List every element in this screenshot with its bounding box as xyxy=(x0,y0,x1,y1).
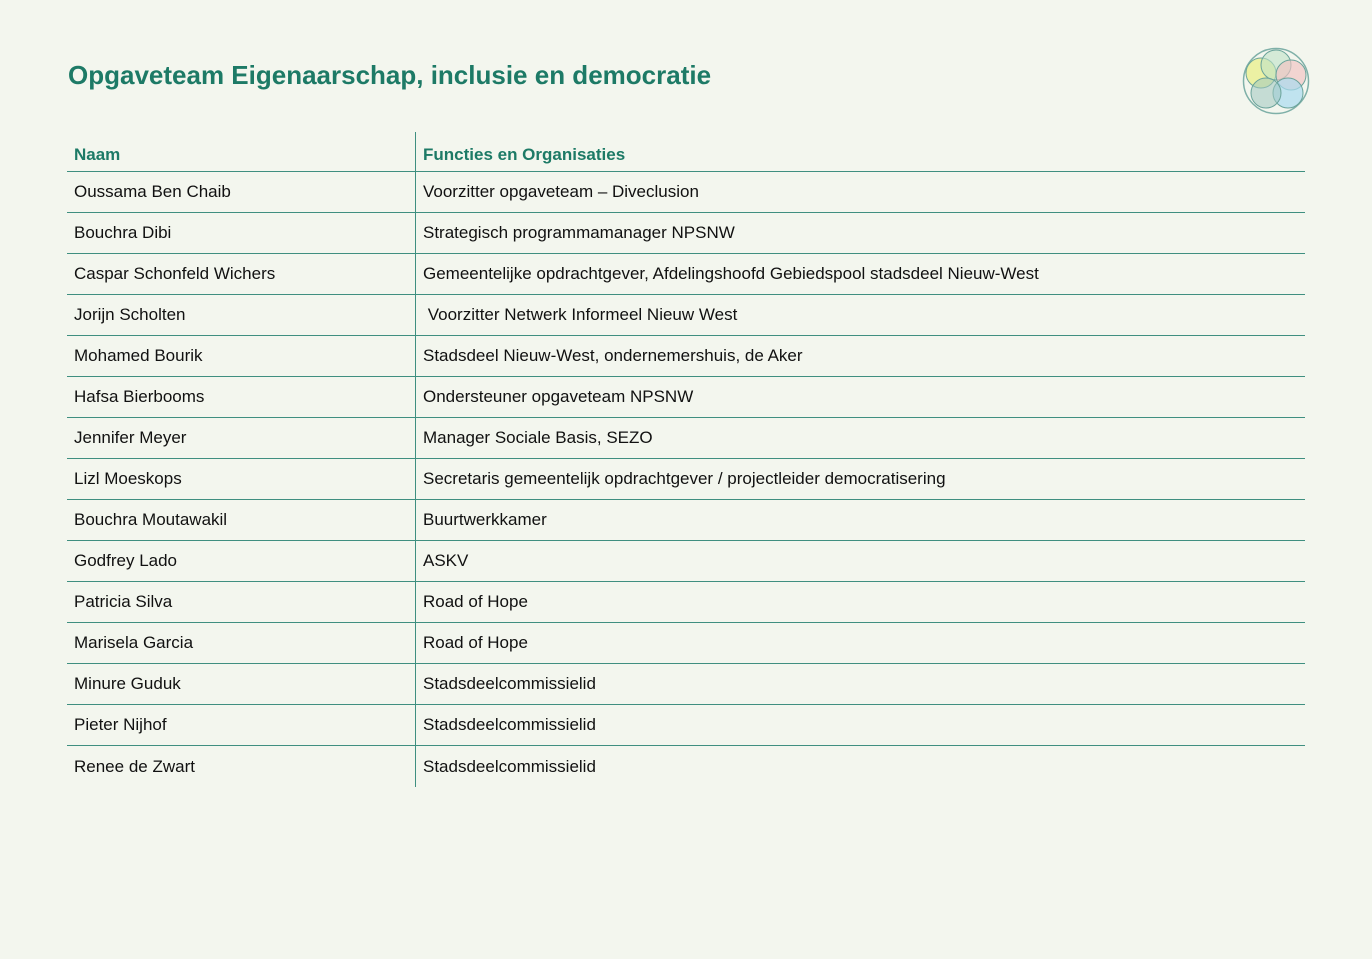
member-name: Bouchra Moutawakil xyxy=(67,500,416,540)
table-row xyxy=(67,500,1305,541)
members-table xyxy=(67,132,1305,787)
table-row xyxy=(67,418,1305,459)
member-functions: Manager Sociale Basis, SEZO xyxy=(423,428,653,447)
member-name: Hafsa Bierbooms xyxy=(67,377,416,417)
member-name: Oussama Ben Chaib xyxy=(67,172,416,212)
table-row xyxy=(67,254,1305,295)
table-row xyxy=(67,623,1305,664)
member-name: Bouchra Dibi xyxy=(67,213,416,253)
member-functions: Gemeentelijke opdrachtgever, Afdelingshoofd Gebiedspool stadsdeel Nieuw-West xyxy=(423,264,1039,283)
member-name: Minure Guduk xyxy=(67,664,416,704)
member-functions: Stadsdeelcommissielid xyxy=(423,715,596,734)
member-name: Renee de Zwart xyxy=(67,746,416,787)
member-functions: Ondersteuner opgaveteam NPSNW xyxy=(423,387,694,406)
member-functions: Stadsdeel Nieuw-West, ondernemershuis, de Aker xyxy=(423,346,803,365)
table-row xyxy=(67,377,1305,418)
table-row xyxy=(67,295,1305,336)
member-functions: Stadsdeelcommissielid xyxy=(423,756,596,776)
member-functions: ASKV xyxy=(423,551,469,570)
member-functions: Buurtwerkkamer xyxy=(423,510,547,529)
member-functions: Road of Hope xyxy=(423,592,528,611)
member-name: Godfrey Lado xyxy=(67,541,416,581)
table-row xyxy=(67,459,1305,500)
table-row xyxy=(67,541,1305,582)
member-functions: Voorzitter opgaveteam – Diveclusion xyxy=(423,182,699,201)
overlapping-circles-logo-icon xyxy=(1240,45,1312,117)
member-name: Mohamed Bourik xyxy=(67,336,416,376)
table-row xyxy=(67,582,1305,623)
member-functions: Road of Hope xyxy=(423,633,528,652)
member-functions: Strategisch programmamanager NPSNW xyxy=(423,223,735,242)
member-name: Patricia Silva xyxy=(67,582,416,622)
member-name: Caspar Schonfeld Wichers xyxy=(67,254,416,294)
table-row xyxy=(67,336,1305,377)
member-functions: Secretaris gemeentelijk opdrachtgever / projectleider democratisering xyxy=(423,469,946,488)
table-row xyxy=(67,664,1305,705)
member-name: Jennifer Meyer xyxy=(67,418,416,458)
member-functions: Voorzitter Netwerk Informeel Nieuw West xyxy=(423,305,738,324)
table-header-row xyxy=(67,132,1305,172)
header-functions: Functies en Organisaties xyxy=(423,144,626,164)
table-row xyxy=(67,213,1305,254)
table-row xyxy=(67,705,1305,746)
header-name: Naam xyxy=(67,132,416,171)
member-name: Lizl Moeskops xyxy=(67,459,416,499)
member-functions: Stadsdeelcommissielid xyxy=(423,674,596,693)
table-row xyxy=(67,172,1305,213)
member-name: Jorijn Scholten xyxy=(67,295,416,335)
member-name: Pieter Nijhof xyxy=(67,705,416,745)
page-title: Opgaveteam Eigenaarschap, inclusie en democratie xyxy=(68,60,712,90)
member-name: Marisela Garcia xyxy=(67,623,416,663)
table-row xyxy=(67,746,1305,787)
